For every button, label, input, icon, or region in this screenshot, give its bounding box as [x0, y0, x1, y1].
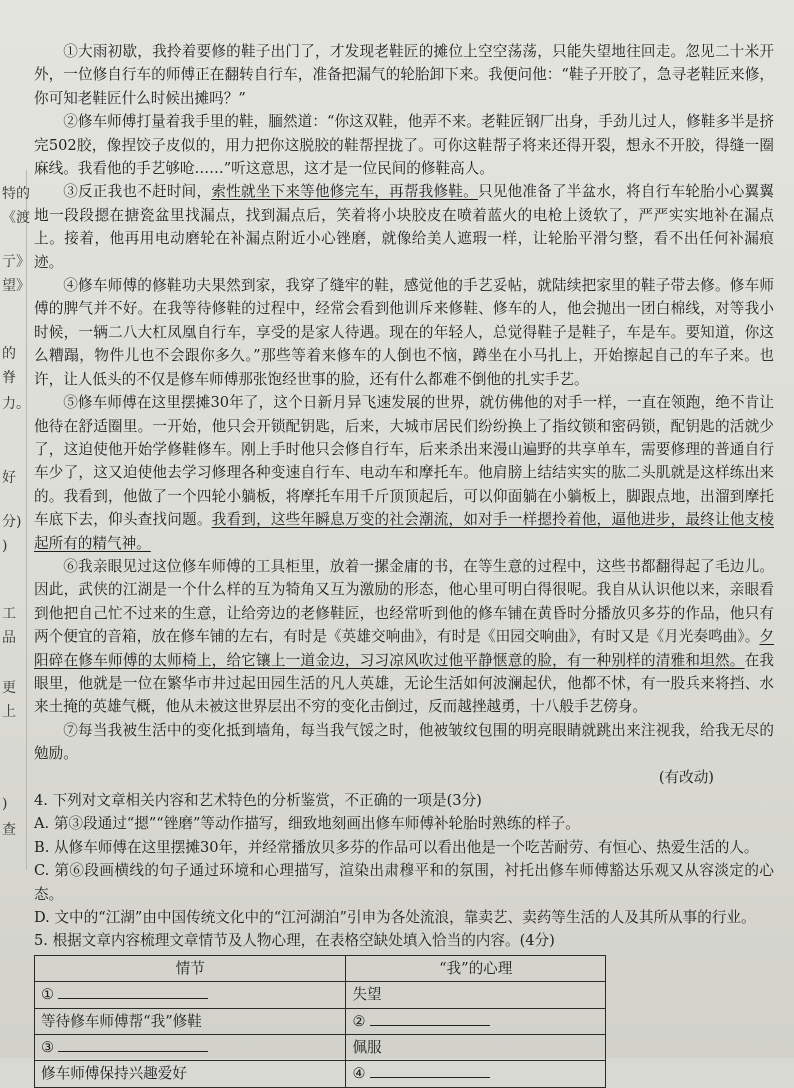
credit-note: (有改动) — [658, 768, 714, 786]
side-fragment: 更 — [2, 680, 16, 696]
cell-plot-2 — [35, 1008, 346, 1034]
side-fragment: 好 — [2, 470, 16, 486]
cell-psych-1 — [346, 982, 606, 1008]
cell-text: ② — [352, 1012, 366, 1030]
answer-blank[interactable] — [58, 984, 208, 999]
side-fragment: ) — [2, 796, 8, 812]
paragraph-5 — [34, 391, 774, 555]
cell-text: 等待修车师傅帮“我”修鞋 — [41, 1012, 202, 1030]
header-plot: 情节 — [35, 955, 346, 981]
paragraph-4: ④修车师傅的修鞋功夫果然到家，我穿了缝牢的鞋，感觉他的手艺妥帖，就陆续把家里的鞋子带去修。修车师傅的脾气并不好。在我等待修鞋的过程中，经常会看到他训斥来修鞋、修车的人，他会抛出一团白棉线，对等我小时候，一辆二八大杠凤凰自行车，享受的是家人待遇。现在的年轻人，总觉得鞋子是鞋子，车是车。要知道，你这么糟蹋，物件儿也不会跟你多久。”那些等着来修车的人倒也不恼，蹲坐在小马扎上，开始擦起自己的车子来。也许，让人低头的不仅是修车师傅那张饱经世事的脸，还有什么都难不倒他的扎实手艺。 — [34, 277, 774, 388]
side-fragment: 脊 — [2, 370, 16, 386]
side-fragment: 上 — [2, 704, 16, 720]
cell-text: 失望 — [352, 986, 382, 1004]
paragraph-5-part-a: ⑤修车师傅在这里摆摊30年了，这个日新月异飞速发展的世界，就仿佛他的对手一样，一直在领跑，绝不肯让他待在舒适圈里。一开始，他只会开锁配钥匙，后来，大城市居民们纷纷换上了指纹锁和密码锁，配钥匙的活就少了，这迫使他开始学修鞋修车。刚上手时他只会修自行车，后来杀出来漫山遍野的共享单车，需要修理的普通自行车少了，这又迫使他去学习修理各种变速自行车、电动车和摩托车。他肩膀上结结实实的肱二头肌就是这样练出来的。我看到，他做了一个四轮小躺板，将摩托车用千斤顶顶起后，可以仰面躺在小躺板上，脚跟点地，出溜到摩托车底下去，仰头查找问题。 — [34, 394, 774, 529]
cell-plot-4 — [35, 1061, 346, 1087]
cell-plot-1[interactable] — [35, 982, 346, 1008]
side-fragment: 的 — [2, 346, 16, 362]
paragraph-5-underlined: 我看到，这些年瞬息万变的社会潮流，如对手一样摁拎着他，逼他进步，最终让他支棱起所有的精气神。 — [34, 511, 774, 552]
table-row — [35, 982, 606, 1008]
cell-text: ① — [41, 986, 55, 1004]
question-5-stem: 5. 根据文章内容梳理文章情节及人物心理，在表格空缺处填入恰当的内容。(4分) — [34, 932, 555, 950]
side-fragment: ) — [2, 538, 8, 554]
cell-text: ③ — [41, 1039, 55, 1057]
side-fragment: 力。 — [2, 396, 30, 412]
cell-text: ④ — [352, 1065, 366, 1083]
answer-blank[interactable] — [370, 1011, 490, 1026]
side-fragment: 查 — [2, 822, 16, 838]
option-d: D. 文中的“江湖”由中国传统文化中的“江河湖泊”引申为各处流浪，靠卖艺、卖药等生活的人及其所从事的行业。 — [34, 909, 756, 927]
paragraph-7: ⑦每当我被生活中的变化抵到墙角，每当我气馁之时，他被皱纹包围的明亮眼睛就跳出来注视我，给我无尽的勉励。 — [34, 721, 774, 763]
side-fragment: 分) — [2, 514, 22, 530]
paragraph-6-part-b: 在我眼里，他就是一位在繁华市井过起田园生活的凡人英雄，无论生活如何波澜起伏，他都不怵，有一股兵来将挡、水来土掩的英雄气概，他从未被这世界层出不穷的变化击倒过，反而越挫越勇，十八般手艺傍身。 — [34, 651, 774, 716]
cell-text: 修车师傅保持兴趣爱好 — [41, 1065, 187, 1083]
answer-blank[interactable] — [370, 1063, 490, 1078]
side-fragment: 望》 — [2, 278, 30, 294]
table-row — [35, 1061, 606, 1087]
paragraph-6-underlined: 夕阳碎在修车师傅的太师椅上，给它镶上一道金边，习习凉风吹过他平静惬意的脸，有一种别样的清雅和坦然。 — [34, 628, 774, 669]
table-row — [35, 1035, 606, 1061]
side-fragment: 特的 — [2, 186, 30, 202]
side-fragment: 《渡 — [2, 210, 30, 226]
plot-psychology-table — [34, 955, 606, 1088]
side-fragment: 品 — [2, 630, 16, 646]
header-psychology: “我”的心理 — [346, 955, 606, 981]
cell-text: 佩服 — [352, 1039, 382, 1057]
table-header-row — [35, 955, 606, 981]
cell-psych-3 — [346, 1035, 606, 1061]
table-row — [35, 1008, 606, 1034]
paragraph-3-part-a: ③反正我也不赶时间， — [63, 183, 212, 201]
paragraph-3-underlined: 索性就坐下来等他修完车，再帮我修鞋。 — [211, 183, 478, 201]
option-a: A. 第③段通过“摁”“锉磨”等动作描写，细致地刻画出修车师傅补轮胎时熟练的样子。 — [34, 815, 580, 833]
paragraph-6 — [34, 555, 774, 719]
side-fragment: 亍》 — [2, 254, 30, 270]
paragraph-6-part-a: ⑥我亲眼见过这位修车师傅的工具柜里，放着一摞金庸的书，在等生意的过程中，这些书都翻得起了毛边儿。因此，武侠的江湖是一个什么样的互为犄角又互为激励的形态，他心里可明白得很呢。我自从认识他以来，亲眼看到他把自己忙不过来的生意，让给旁边的老修鞋匠，也经常听到他的修车铺在黄昏时分播放贝多芬的作品，他只有两个便宜的音箱，放在修车铺的左右，有时是《英雄交响曲》，有时是《田园交响曲》，有时又是《月光奏鸣曲》。 — [34, 557, 774, 646]
cell-psych-4[interactable] — [346, 1061, 606, 1087]
paragraph-2: ②修车师傅打量着我手里的鞋，腼然道：“你这双鞋，他弄不来。老鞋匠钢厂出身，手劲儿过人，修鞋多半是挤完502胶，像捏饺子皮似的，用力把你这脱胶的鞋帮捏拢了。可你这鞋帮子将来还得开裂，想永不开胶，得缝一圈麻线。我看他的手艺够呛……”听这意思，这才是一位民间的修鞋高人。 — [34, 113, 774, 178]
option-c: C. 第⑥段画横线的句子通过环境和心理描写，渲染出肃穆平和的氛围，衬托出修车师傅豁达乐观又从容淡定的心态。 — [34, 862, 774, 903]
cell-psych-2[interactable] — [346, 1008, 606, 1034]
question-4-stem: 4. 下列对文章相关内容和艺术特色的分析鉴赏，不正确的一项是(3分) — [34, 792, 482, 809]
paragraph-3 — [34, 180, 774, 274]
paragraph-3-part-b: 只见他准备了半盆水，将自行车轮胎小心翼翼地一段段摁在搪瓷盆里找漏点，找到漏点后，笑着将小块胶皮在喷着蓝火的电枪上烫软了，严严实实地补在漏点上。接着，他再用电动磨轮在补漏点附近小心锉磨，就像给美人遮瑕一样，让轮胎平滑匀整，看不出任何补漏痕迹。 — [34, 183, 774, 271]
paragraph-1: ①大雨初歇，我拎着要修的鞋子出门了，才发现老鞋匠的摊位上空空荡荡，只能失望地往回走。忽见二十米开外，一位修自行车的师傅正在翻转自行车，准备把漏气的轮胎卸下来。我便问他：“鞋子开胶了，急寻老鞋匠来修，你可知老鞋匠什么时候出摊吗？” — [34, 43, 774, 107]
option-b: B. 从修车师傅在这里摆摊30年，并经常播放贝多芬的作品可以看出他是一个吃苦耐劳、有恒心、热爱生活的人。 — [34, 838, 759, 856]
answer-blank[interactable] — [58, 1037, 208, 1052]
cell-plot-3[interactable] — [35, 1035, 346, 1061]
reading-passage — [34, 40, 774, 1088]
side-fragment: 工 — [2, 606, 16, 622]
